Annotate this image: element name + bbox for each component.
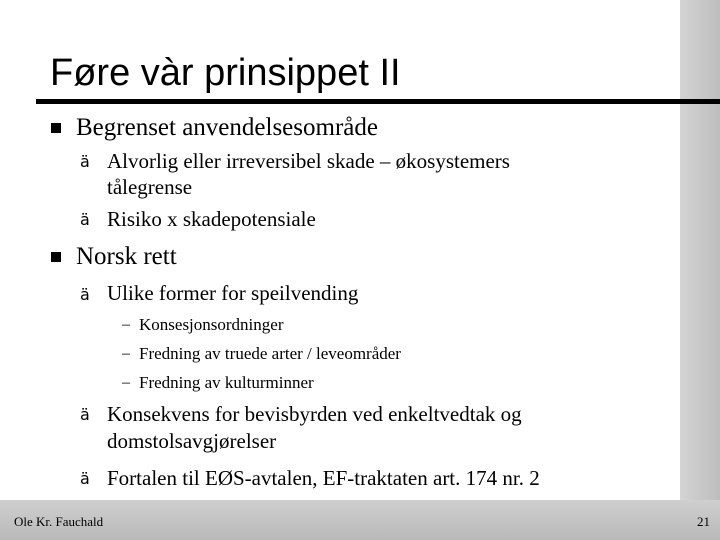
dash-bullet-icon: – <box>122 316 130 333</box>
sub-sub-bullet-line: Fredning av kulturminner <box>139 373 314 392</box>
arrow-bullet-icon: ä <box>80 469 90 488</box>
arrow-bullet-icon: ä <box>80 152 90 171</box>
slide-title: Føre vàr prinsippet II <box>50 52 401 94</box>
sub-bullet-line: domstolsavgjørelser <box>107 429 277 453</box>
arrow-bullet-icon: ä <box>80 210 90 229</box>
square-bullet-icon <box>51 252 61 262</box>
dash-bullet-icon: – <box>122 374 130 391</box>
slide-shadow-bottom <box>0 500 720 540</box>
sub-bullet-line: Fortalen til EØS-avtalen, EF-traktaten art. 174 nr. 2 <box>107 466 540 490</box>
dash-bullet-icon: – <box>122 345 130 362</box>
slide-shadow-right <box>680 0 720 540</box>
sub-bullet-line: Risiko x skadepotensiale <box>107 207 316 231</box>
sub-bullet-line: Konsekvens for bevisbyrden ved enkeltvedtak og <box>107 402 522 426</box>
bullet-text: Norsk rett <box>76 243 177 270</box>
sub-bullet-line: tålegrense <box>107 175 193 199</box>
arrow-bullet-icon: ä <box>80 285 90 304</box>
bullet-text: Begrenset anvendelsesområde <box>76 114 378 141</box>
footer-author: Ole Kr. Fauchald <box>14 514 104 529</box>
square-bullet-icon <box>51 123 61 133</box>
sub-bullet-line: Ulike former for speilvending <box>107 281 359 305</box>
page-number: 21 <box>697 514 710 529</box>
arrow-bullet-icon: ä <box>80 405 90 424</box>
sub-sub-bullet-line: Konsesjonsordninger <box>139 315 284 334</box>
title-underline <box>36 99 720 104</box>
sub-bullet-line: Alvorlig eller irreversibel skade – økosystemers <box>107 149 510 173</box>
sub-sub-bullet-line: Fredning av truede arter / leveområder <box>139 344 401 363</box>
